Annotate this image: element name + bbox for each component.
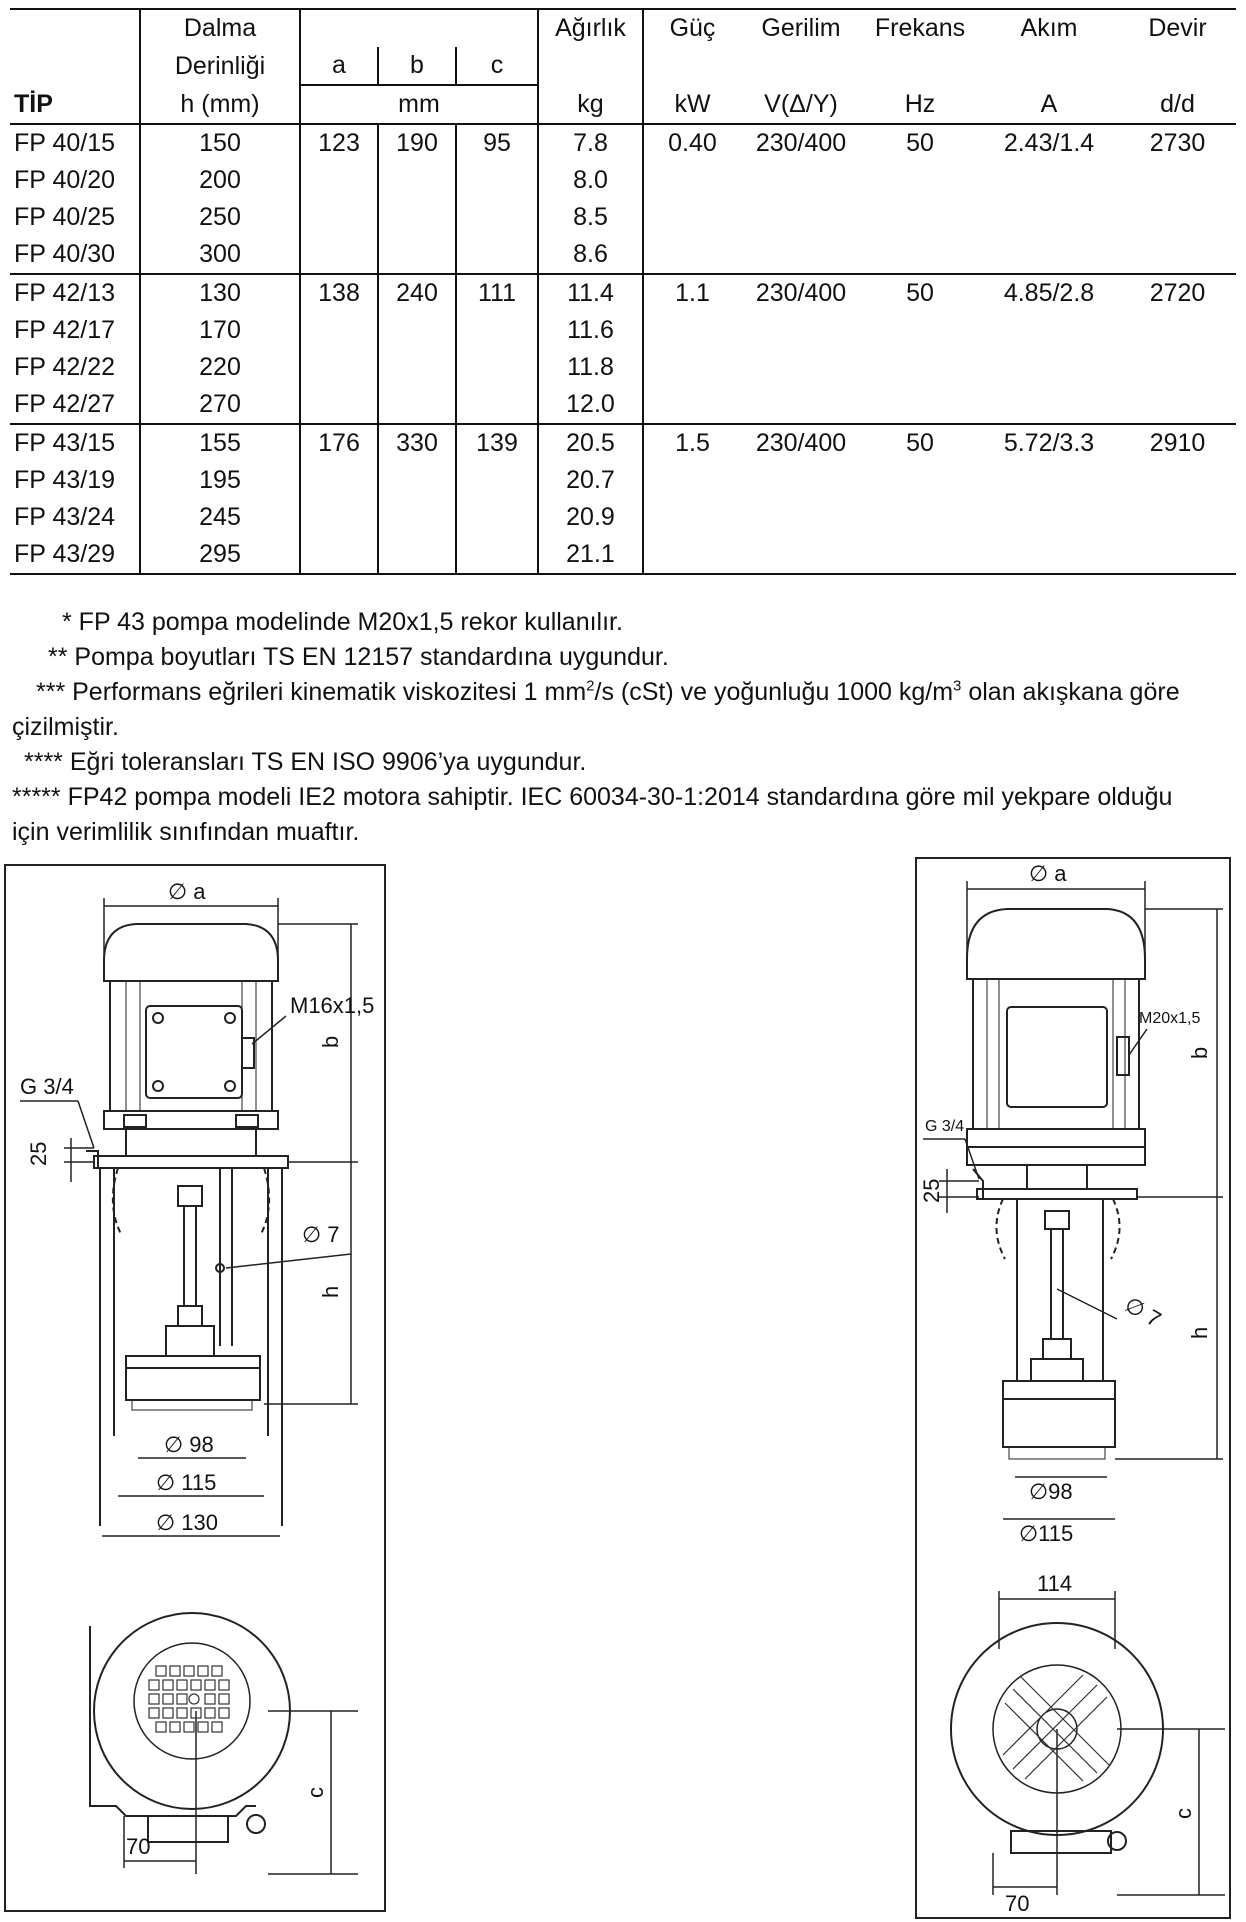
header-devir: Devir (1148, 14, 1207, 42)
label-70: 70 (126, 1834, 151, 1859)
header-devir-unit: d/d (1160, 89, 1195, 118)
cell-tip: FP 42/17 (14, 316, 116, 344)
note-3-part-a: *** Performans eğrileri kinematik viskozitesi 1 mm (36, 678, 587, 706)
cell-a: 176 (300, 424, 378, 462)
label-dia-130: ∅ 130 (156, 1510, 218, 1535)
cell-h: 295 (140, 536, 300, 574)
drawing-fp43 (915, 857, 1231, 1919)
note-2: ** Pompa boyutları TS EN 12157 standardına uygundur. (48, 643, 669, 671)
header-agirlik: Ağırlık (538, 9, 643, 47)
label-g34: G 3/4 (20, 1074, 74, 1099)
header-frekans: Frekans (874, 14, 966, 42)
header-guc: Güç (643, 9, 741, 47)
cell-kg: 11.6 (538, 312, 643, 349)
cell-c: 139 (456, 424, 538, 462)
label-114: 114 (1037, 1571, 1073, 1596)
header-guc-unit: kW (643, 85, 741, 124)
header-c: c (456, 47, 538, 85)
cell-h: 155 (140, 424, 300, 462)
table-row (10, 386, 1236, 424)
pump-housing-neck (1031, 1359, 1083, 1381)
label-c: c (1171, 1808, 1196, 1819)
header-dalma-2: Derinliği (140, 47, 300, 85)
cell-tip: FP 43/29 (14, 540, 116, 568)
note-3-part-b: /s (cSt) ve yoğunluğu 1000 kg/m (594, 678, 954, 706)
cell-devir: 2720 (1149, 279, 1206, 307)
cell-akim: 5.72/3.3 (1003, 429, 1095, 457)
cell-frekans: 50 (906, 279, 934, 307)
table-row (10, 462, 1236, 499)
cell-kg: 20.9 (538, 499, 643, 536)
cell-frekans: 50 (906, 429, 934, 457)
note-5-continued: için verimlilik sınıfından muaftır. (12, 818, 360, 846)
label-dia-115: ∅115 (1019, 1521, 1074, 1546)
motor-fan-cover (967, 909, 1145, 979)
label-25: 25 (26, 1141, 51, 1166)
cell-h: 270 (140, 386, 300, 424)
header-gerilim: Gerilim (761, 14, 841, 42)
label-b: b (318, 1035, 343, 1048)
cell-gerilim: 230/400 (755, 279, 847, 307)
pump-housing-neck (166, 1326, 214, 1356)
note-3-sup-2: 3 (953, 677, 962, 695)
motor-body (110, 981, 272, 1111)
terminal-box (146, 1006, 242, 1098)
cell-akim: 4.85/2.8 (1003, 279, 1095, 307)
cell-kg: 11.8 (538, 349, 643, 386)
cell-h: 200 (140, 162, 300, 199)
cell-tip: FP 40/15 (14, 129, 116, 157)
cell-h: 250 (140, 199, 300, 236)
label-25: 25 (919, 1178, 944, 1203)
cell-kg: 21.1 (538, 536, 643, 574)
terminal-box (1007, 1007, 1107, 1107)
table-row (10, 274, 1236, 312)
table-row (10, 312, 1236, 349)
header-dalma-1: Dalma (140, 9, 300, 47)
cell-b: 330 (378, 424, 456, 462)
impeller-housing (1003, 1381, 1115, 1447)
table-row (10, 124, 1236, 162)
cell-kg: 11.4 (538, 274, 643, 312)
cell-guc: 0.40 (643, 124, 741, 162)
label-h: h (318, 1285, 343, 1298)
table-row (10, 499, 1236, 536)
cable-gland (242, 1038, 254, 1068)
cell-kg: 8.6 (538, 236, 643, 274)
cell-guc: 1.5 (643, 424, 741, 462)
spec-table (10, 8, 1236, 575)
mounting-plate (977, 1189, 1137, 1199)
fan-grille (1003, 1675, 1109, 1781)
table-row (10, 424, 1236, 462)
label-70: 70 (1005, 1891, 1030, 1916)
cell-b: 240 (378, 274, 456, 312)
cell-a: 123 (300, 124, 378, 162)
table-row (10, 536, 1236, 574)
label-c: c (303, 1787, 328, 1798)
cell-h: 300 (140, 236, 300, 274)
technical-drawing-left (6, 866, 384, 1910)
header-a: a (300, 47, 378, 85)
header-agirlik-unit: kg (538, 85, 643, 124)
impeller-housing (126, 1356, 260, 1400)
cell-tip: FP 40/20 (14, 166, 116, 194)
label-dia-7: ∅ 7 (302, 1222, 340, 1247)
cell-tip: FP 42/22 (14, 353, 116, 381)
label-dia-115: ∅ 115 (156, 1470, 217, 1495)
table-body (10, 124, 1236, 574)
header-b: b (378, 47, 456, 85)
header-frekans-unit: Hz (904, 89, 936, 118)
cell-frekans: 50 (906, 129, 934, 157)
cell-kg: 7.8 (538, 124, 643, 162)
cell-tip: FP 43/24 (14, 503, 116, 531)
table-header (10, 9, 1236, 124)
label-h: h (1187, 1326, 1212, 1339)
cell-tip: FP 42/27 (14, 390, 116, 418)
cell-tip: FP 42/13 (14, 279, 116, 307)
cell-h: 170 (140, 312, 300, 349)
cell-h: 245 (140, 499, 300, 536)
label-dia-a: ∅ a (168, 879, 206, 904)
header-akim-unit: A (1040, 89, 1058, 118)
label-dia-a: ∅ a (1029, 861, 1067, 886)
cell-tip: FP 43/19 (14, 466, 116, 494)
note-1: * FP 43 pompa modelinde M20x1,5 rekor kullanılır. (62, 608, 623, 636)
cell-kg: 20.7 (538, 462, 643, 499)
cell-tip: FP 43/15 (14, 429, 116, 457)
footnotes (12, 605, 1237, 850)
table-row (10, 162, 1236, 199)
table-row (10, 349, 1236, 386)
cell-a: 138 (300, 274, 378, 312)
cell-devir: 2730 (1149, 129, 1206, 157)
cell-h: 150 (140, 124, 300, 162)
mounting-plate (94, 1156, 288, 1168)
fan-grille (149, 1666, 229, 1732)
label-m16: M16x1,5 (290, 993, 375, 1018)
cell-b: 190 (378, 124, 456, 162)
header-akim: Akım (1020, 14, 1078, 42)
cell-gerilim: 230/400 (755, 429, 847, 457)
header-tip: TİP (14, 89, 53, 118)
label-dia-98: ∅ 98 (164, 1432, 214, 1457)
header-gerilim-unit: V(Δ/Y) (764, 89, 838, 118)
cell-devir: 2910 (1149, 429, 1206, 457)
label-g34: G 3/4 (925, 1118, 965, 1135)
cell-akim: 2.43/1.4 (1003, 129, 1095, 157)
cell-guc: 1.1 (643, 274, 741, 312)
cell-h: 220 (140, 349, 300, 386)
cell-tip: FP 40/30 (14, 240, 116, 268)
cell-c: 111 (456, 274, 538, 312)
table-row (10, 199, 1236, 236)
cable-gland (1117, 1037, 1129, 1075)
header-dalma-unit: h (mm) (140, 85, 300, 124)
header-abc-unit: mm (300, 85, 538, 124)
cell-h: 195 (140, 462, 300, 499)
note-3 (12, 675, 1237, 710)
label-m20: M20x1,5 (1139, 1010, 1201, 1027)
cell-c: 95 (456, 124, 538, 162)
label-dia-98: ∅98 (1029, 1479, 1073, 1504)
note-3-continued: çizilmiştir. (12, 713, 119, 741)
cell-h: 130 (140, 274, 300, 312)
note-5: ***** FP42 pompa modeli IE2 motora sahiptir. IEC 60034-30-1:2014 standardına göre mil yekpare olduğu (12, 783, 1173, 811)
table-row (10, 236, 1236, 274)
cell-gerilim: 230/400 (755, 129, 847, 157)
technical-drawing-right (917, 859, 1229, 1917)
note-3-part-c: olan akışkana göre (961, 678, 1180, 706)
cell-kg: 20.5 (538, 424, 643, 462)
drawing-fp40-fp42 (4, 864, 386, 1912)
note-3-sup-1: 2 (586, 677, 595, 695)
note-4: **** Eğri toleransları TS EN ISO 9906’ya uygundur. (24, 748, 587, 776)
label-b: b (1187, 1046, 1212, 1059)
cell-kg: 12.0 (538, 386, 643, 424)
cell-kg: 8.0 (538, 162, 643, 199)
cell-kg: 8.5 (538, 199, 643, 236)
cell-tip: FP 40/25 (14, 203, 116, 231)
label-dia-7: ∅ 7 (1120, 1291, 1166, 1333)
motor-fan-cover (104, 924, 278, 981)
